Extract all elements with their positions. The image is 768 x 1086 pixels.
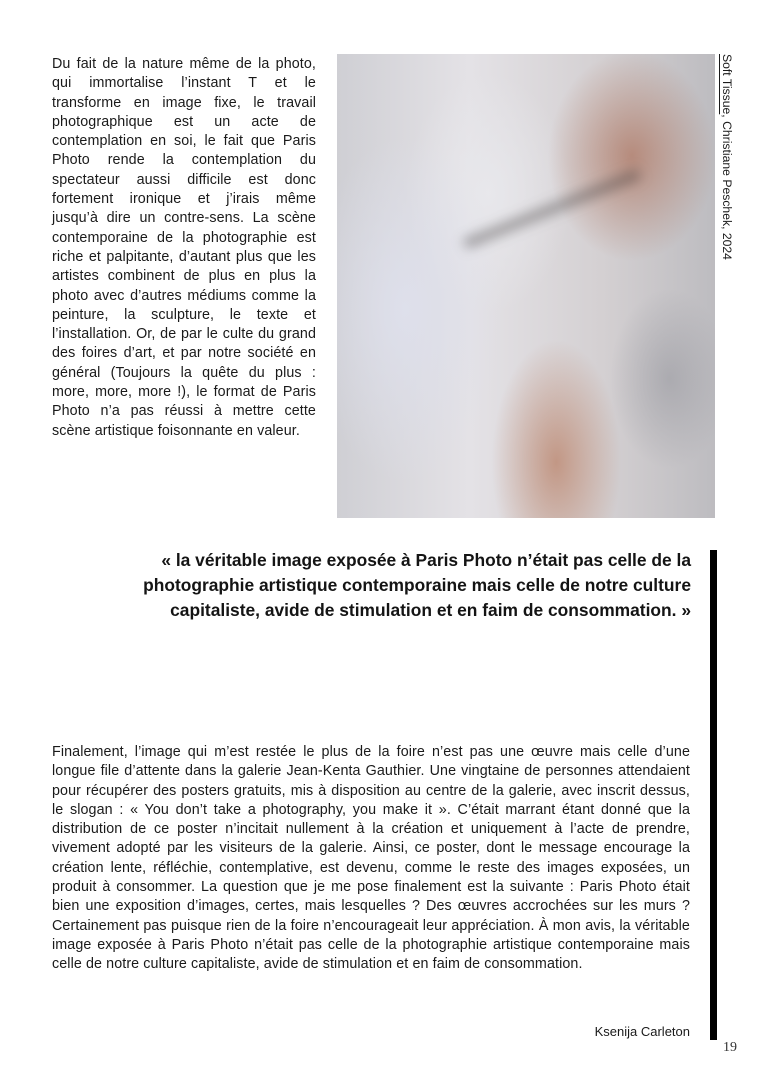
author-name: Ksenija Carleton <box>594 1024 690 1039</box>
vertical-rule <box>710 550 717 1040</box>
photo-caption <box>719 54 739 354</box>
artwork-photo <box>337 54 715 518</box>
photo-caption-title: Soft Tissue <box>720 54 734 115</box>
pull-quote: « la véritable image exposée à Paris Photo n’était pas celle de la photographie artistique contemporaine mais celle de notre culture capitaliste, avide de stimulation et en faim de consommation. » <box>143 550 691 620</box>
intro-paragraph: Du fait de la nature même de la photo, qui immortalise l’instant T et le transforme en image fixe, le travail photographique est un acte de contemplation en soi, le fait que Paris Photo rende la contemplation du spectateur aussi difficile est donc fortement ironique et j’irais même jusqu’à dire un contre-sens. La scène contemporaine de la photographie est riche et palpitante, d’autant plus que les artistes combinent de plus en plus la photo avec d’autres médiums comme la peinture, la sculpture, le texte et l’installation. Or, de par le culte du grand des foires d’art, et par notre société en général (Toujours la quête du plus : more, more, more !), le format de Paris Photo n’a pas réussi à mettre cette scène artistique foisonnante en valeur. <box>52 56 316 439</box>
photo-caption-credit: , Christiane Peschek, 2024 <box>720 114 734 260</box>
page-number: 19 <box>723 1040 737 1055</box>
photo-caption-text <box>719 54 735 260</box>
photo-blur-detail <box>462 169 642 249</box>
body-paragraph: Finalement, l’image qui m’est restée le plus de la foire n’est pas une œuvre mais celle d’une longue file d’attente dans la galerie Jean-Kenta Gauthier. Une vingtaine de personnes attendaient pour récupérer des posters gratuits, mis à disposition au centre de la galerie, avec inscrit dessus, le slogan : « You don’t take a photography, you make it ». C’était marrant étant donné que la distribution de ce poster n’incitait nullement à la création et uniquement à l’acte de prendre, vivement adopté par les visiteurs de la galerie. Ainsi, ce poster, dont le message encourage la création lente, réfléchie, contemplative, est devenu, comme le reste des images exposées, un produit à consommer. La question que je me pose finalement est la suivante : Paris Photo était bien une exposition d’images, certes, mais lesquelles ? Des œuvres accrochées sur les murs ? Certainement pas puisque rien de la foire n’encourageait leur appréciation. À mon avis, la véritable image exposée à Paris Photo n’était pas celle de la photographie artistique contemporaine mais celle de notre culture capitaliste, avide de stimulation et en faim de consommation. <box>52 744 690 973</box>
